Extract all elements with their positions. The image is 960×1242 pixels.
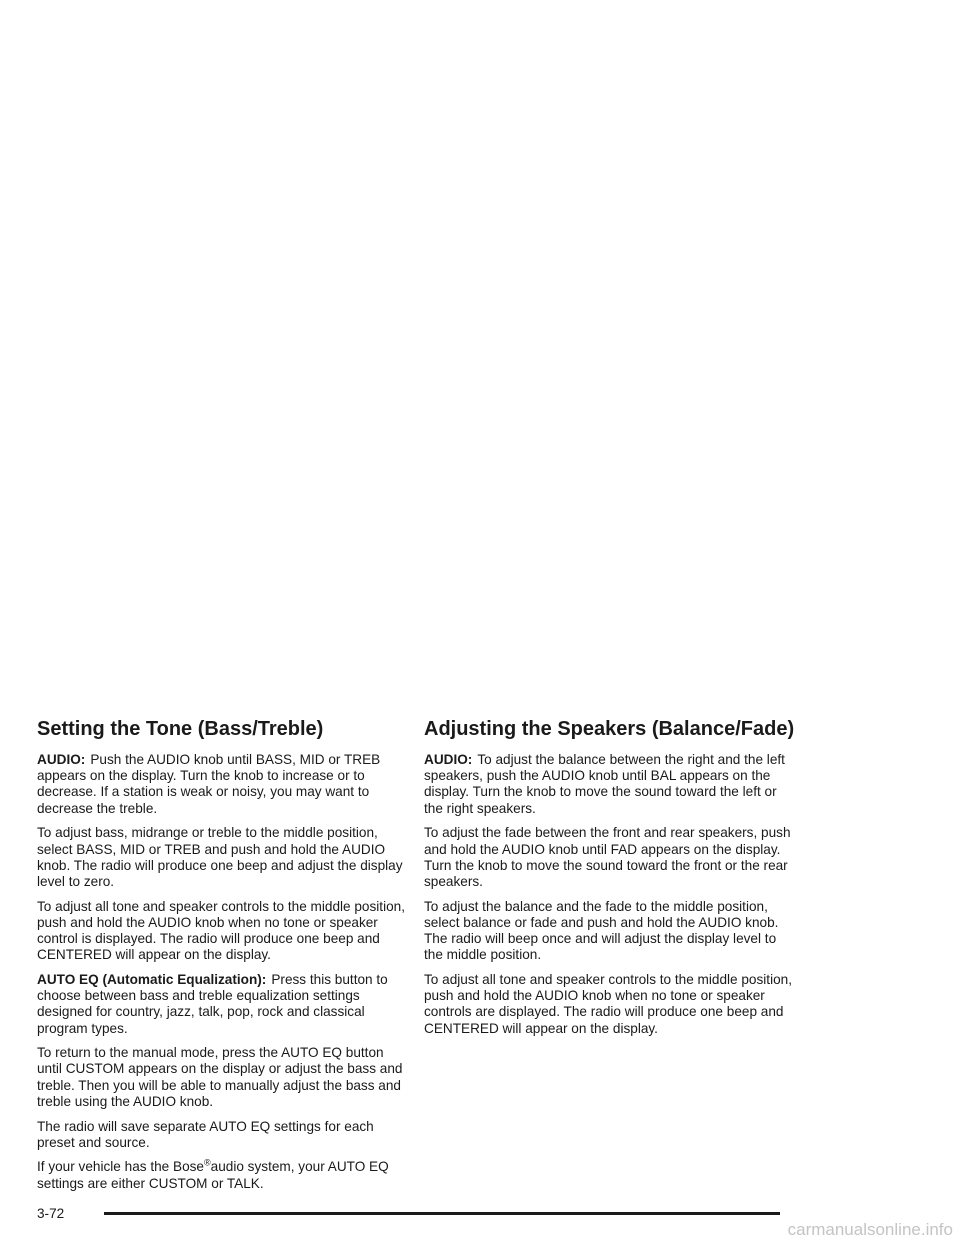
registered-mark: ® bbox=[204, 1157, 211, 1168]
lead-label-audio: AUDIO: bbox=[424, 752, 473, 767]
paragraph-fade: To adjust the fade between the front and rear speakers, push and hold the AUDIO knob until FAD appears on the display. Turn the knob to move the sound toward the front or the rear speakers. bbox=[424, 825, 791, 889]
paragraph-audio-tone bbox=[37, 752, 409, 817]
section-heading-speakers: Adjusting the Speakers (Balance/Fade) bbox=[424, 718, 795, 740]
paragraph-text: If your vehicle has the Bose bbox=[37, 1159, 204, 1175]
paragraph-text: audio system, your AUTO EQ settings are either CUSTOM or TALK. bbox=[37, 1159, 389, 1191]
footer-divider bbox=[104, 1212, 780, 1215]
right-column bbox=[424, 716, 796, 1045]
lead-label-audio: AUDIO: bbox=[37, 752, 86, 767]
paragraph-audio-balance bbox=[424, 752, 796, 817]
paragraph-all-controls-center: To adjust all tone and speaker controls to the middle position, push and hold the AUDIO knob when no tone or speaker control is displayed. The radio will produce one beep and CENTERED will appear on the display. bbox=[37, 898, 406, 963]
lead-label-auto-eq: AUTO EQ (Automatic Equalization): bbox=[37, 971, 267, 987]
paragraph-balance-fade-middle: To adjust the balance and the fade to the middle position, select balance or fade and push and hold the AUDIO knob. The radio will beep once and will adjust the display level to the middle position. bbox=[424, 898, 779, 963]
section-heading-tone: Setting the Tone (Bass/Treble) bbox=[37, 718, 324, 740]
paragraph-bose-system bbox=[37, 1159, 409, 1191]
paragraph-text: Push the AUDIO knob until BASS, MID or TREB appears on the display. Turn the knob to increase or to decrease. If a station is weak or noisy, you may want to decrease the treble. bbox=[37, 752, 381, 816]
paragraph-manual-mode: To return to the manual mode, press the AUTO EQ button until CUSTOM appears on the display or adjust the bass and treble. Then you will be able to manually adjust the bass and treble using the AUDIO knob. bbox=[37, 1045, 403, 1109]
paragraph-auto-eq bbox=[37, 972, 409, 1037]
left-column bbox=[37, 716, 409, 1200]
watermark: carmanualsonline.info bbox=[787, 1220, 953, 1239]
paragraph-all-controls-center: To adjust all tone and speaker controls to the middle position, push and hold the AUDIO knob when no tone or speaker controls are displayed. The radio will produce one beep and CENTERED will appear on the display. bbox=[424, 971, 793, 1036]
paragraph-middle-position: To adjust bass, midrange or treble to the middle position, select BASS, MID or TREB and push and hold the AUDIO knob. The radio will produce one beep and adjust the display level to zero. bbox=[37, 825, 403, 889]
page-number: 3-72 bbox=[37, 1206, 65, 1221]
paragraph-text: Press this button to choose between bass and treble equalization settings designed for country, jazz, talk, pop, rock and classical program types. bbox=[37, 971, 388, 1036]
paragraph-text: To adjust the balance between the right and the left speakers, push the AUDIO knob until BAL appears on the display. Turn the knob to move the sound toward the left or the right speakers. bbox=[424, 752, 785, 816]
paragraph-save-settings: The radio will save separate AUTO EQ settings for each preset and source. bbox=[37, 1118, 374, 1150]
